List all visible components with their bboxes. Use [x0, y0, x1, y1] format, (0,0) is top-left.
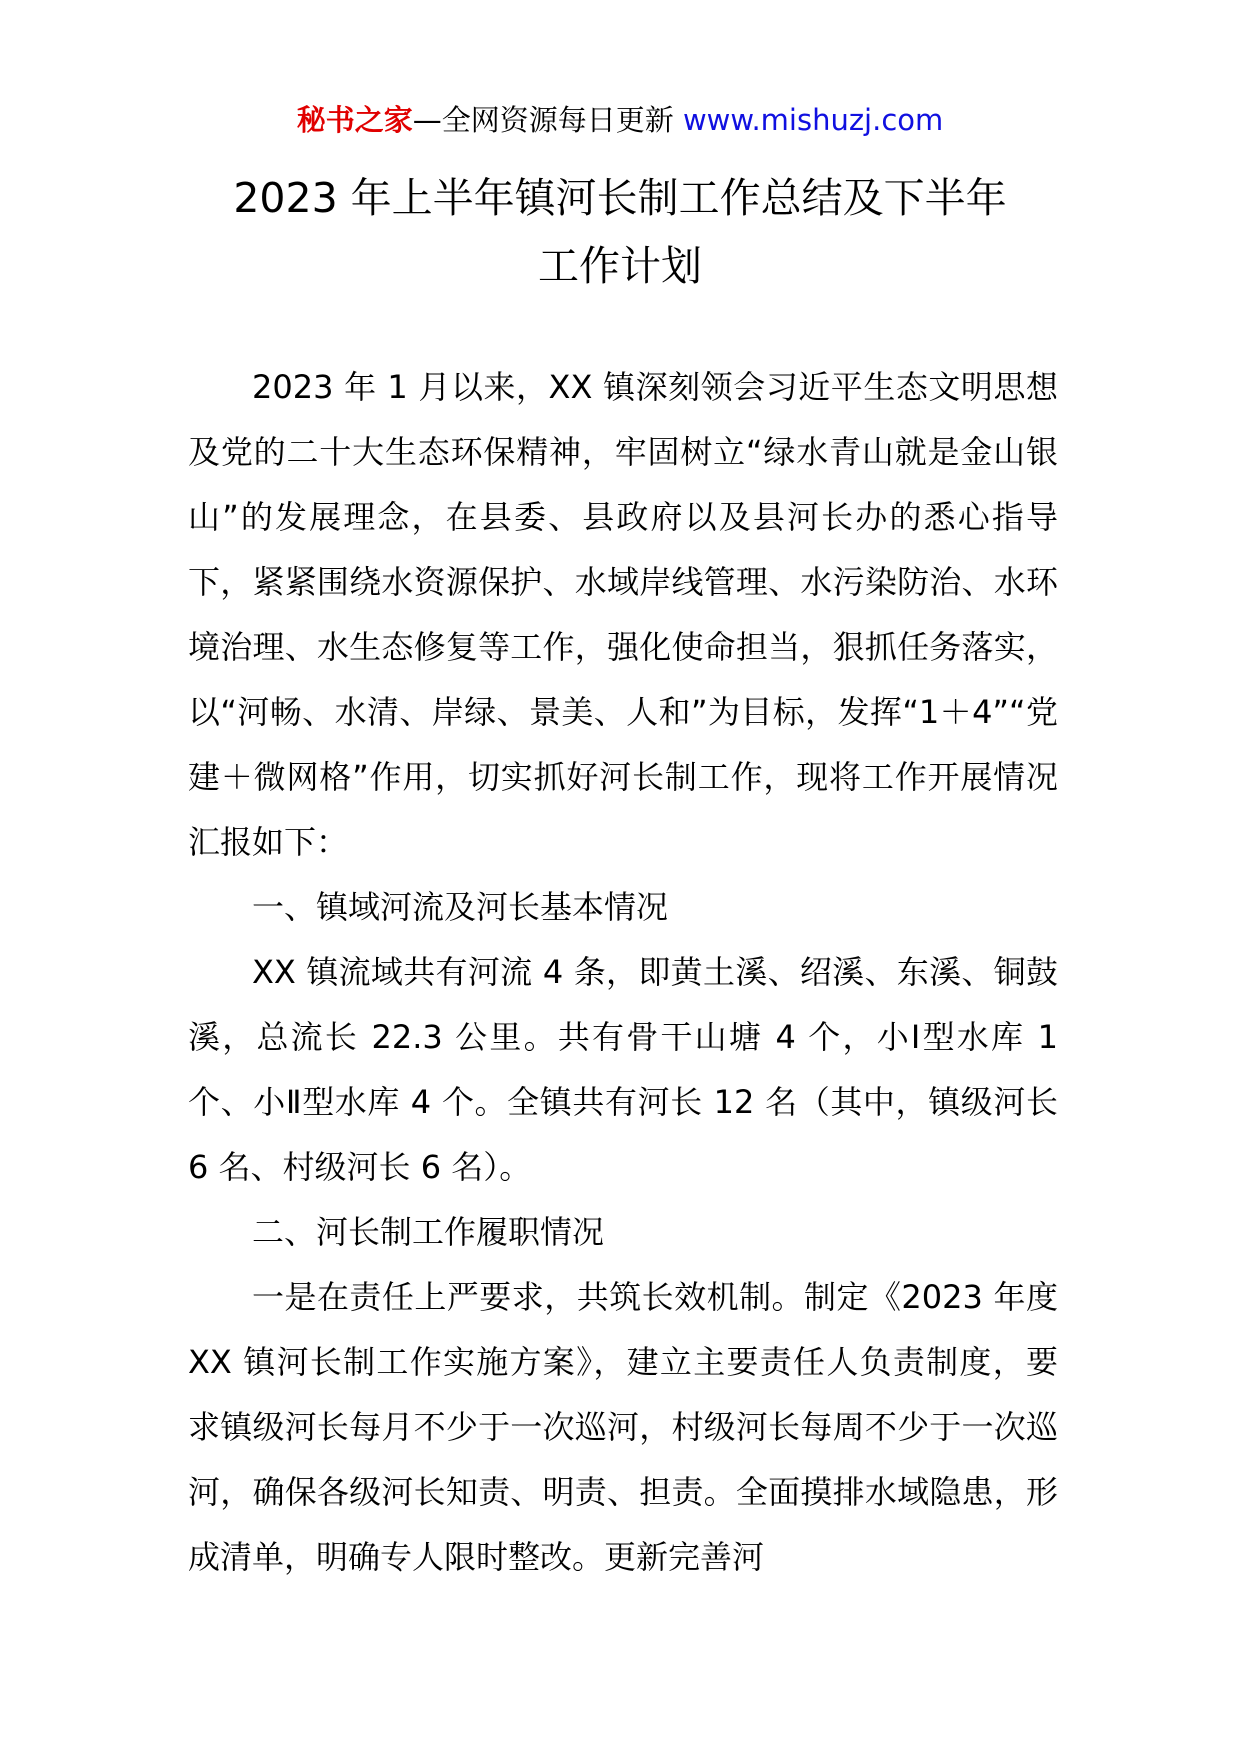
intro-paragraph: 2023 年 1 月以来，XX 镇深刻领会习近平生态文明思想及党的二十大生态环保精神，牢固树立“绿水青山就是金山银山”的发展理念，在县委、县政府以及县河长办的悉心指导下，紧紧围绕水资源保护、水域岸线管理、水污染防治、水环境治理、水生态修复等工作，强化使命担当，狠抓任务落实，以“河畅、水清、岸绿、景美、人和”为目标，发挥“1＋4”“党建＋微网格”作用，切实抓好河长制工作，现将工作开展情况汇报如下：: [188, 368, 1058, 861]
document-title: [0, 164, 1240, 300]
document-title-line-2: 工作计划: [538, 242, 702, 290]
body-paragraph-rivers: XX 镇流域共有河流 4 条，即黄土溪、绍溪、东溪、铜鼓溪，总流长 22.3 公里。共有骨干山塘 4 个，小Ⅰ型水库 1 个、小Ⅱ型水库 4 个。全镇共有河长 12 名（其中，镇级河长 6 名、村级河长 6 名）。: [188, 953, 1058, 1186]
section-heading-2: 二、河长制工作履职情况: [252, 1213, 605, 1251]
section-heading-1: 一、镇域河流及河长基本情况: [252, 888, 669, 926]
document-body: [188, 355, 1058, 1590]
site-brand: 秘书之家: [296, 103, 413, 137]
site-header: [0, 98, 1240, 142]
body-paragraph-responsibility: 一是在责任上严要求，共筑长效机制。制定《2023 年度 XX 镇河长制工作实施方案》，建立主要责任人负责制度，要求镇级河长每月不少于一次巡河，村级河长每周不少于一次巡河，确保各级河长知责、明责、担责。全面摸排水域隐患，形成清单，明确专人限时整改。更新完善河: [188, 1278, 1058, 1576]
site-url-link[interactable]: www.mishuzj.com: [682, 103, 944, 137]
document-title-line-1: 2023 年上半年镇河长制工作总结及下半年: [233, 174, 1007, 222]
site-tagline: —全网资源每日更新: [412, 103, 674, 137]
